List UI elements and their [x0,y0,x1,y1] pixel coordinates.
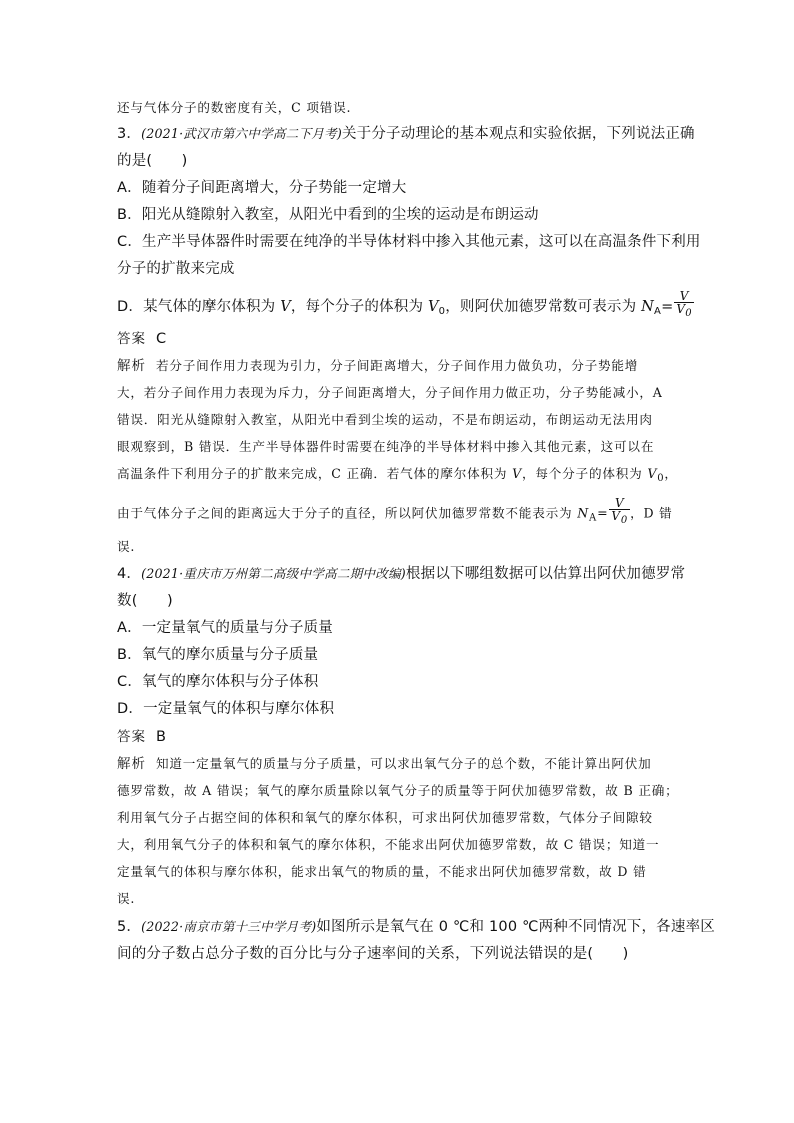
option-c: C．生产半导体器件时需要在纯净的半导体材料中掺入其他元素，这可以在高温条件下利用 [117,234,701,250]
math-na: N [577,505,590,521]
answer-value: B [156,729,167,745]
option-c: C．氧气的摩尔体积与分子体积 [117,674,319,690]
fraction-numerator: V [674,290,693,303]
equals-sign: = [661,299,674,315]
math-fraction [674,290,693,320]
analysis-label: 解析 [117,358,146,374]
option-d-text: ，则阿伏加德罗常数可表示为 [445,299,642,315]
text-line: 错误．阳光从缝隙射入教室，从阳光中看到尘埃的运动，不是布朗运动，布朗运动无法用肉 [117,412,653,427]
analysis-text: 知道一定量氧气的质量与分子质量，可以求出氧气分子的总个数，不能计算出阿伏加 [156,756,652,771]
text-line: 眼观察到，B 错误．生产半导体器件时需要在纯净的半导体材料中掺入其他元素，这可以在 [117,439,655,454]
text-line: 间的分子数占总分子数的百分比与分子速率间的关系，下列说法错误的是( ) [117,946,629,962]
text-line [117,462,678,488]
question-source: (2021·重庆市万州第二高级中学高二期中改编) [141,566,406,581]
math-v: V [280,299,291,315]
question-number: 5． [117,919,142,935]
option-d-text: ，每个分子的体积为 [290,299,428,315]
fraction-denominator: $V_0$ [611,509,629,526]
text-line [117,496,673,526]
math-v0: V [647,466,658,481]
question-source: (2022·南京市第十三中学月考) [141,919,317,934]
math-na: N [641,299,655,315]
analysis-text: 由于气体分子之间的距离远大于分子的直径，所以阿伏加德罗常数不能表示为 [117,505,578,521]
math-v: V [512,466,522,481]
answer-value: C [156,331,167,347]
text-line: 大，若分子间作用力表现为斥力，分子间距离增大，分子间作用力做正功，分子势能减小，A [117,385,663,400]
question-stem: 根据以下哪组数据可以估算出阿伏加德罗常 [405,566,686,582]
text-line: 大，利用氧气分子的体积和氧气的摩尔体积，不能求出阿伏加德罗常数，故 C 错误；知道一 [117,837,660,852]
answer-line [117,327,166,353]
answer-label: 答案 [117,729,146,745]
fraction-numerator: V [609,497,630,510]
option-b: B．阳光从缝隙射入教室，从阳光中看到的尘埃的运动是布朗运动 [117,207,539,223]
option-b: B．氧气的摩尔质量与分子质量 [117,647,319,663]
question-source: (2021·武汉市第六中学高二下月考) [141,126,342,141]
text-line: 利用氧气分子占据空间的体积和氧气的摩尔体积，可求出阿伏加德罗常数，气体分子间隙较 [117,810,653,825]
question-number: 4． [117,566,142,582]
answer-line [117,725,166,751]
comma: ， [664,466,678,481]
text-line: 德罗常数，故 A 错误；氧气的摩尔质量除以氧气分子的质量等于阿伏加德罗常数，故 B 正确； [117,783,679,798]
math-subscript: 0 [438,306,446,317]
analysis-label: 解析 [117,756,146,772]
text-line: 数( ) [117,593,173,609]
option-a: A．一定量氧气的质量与分子质量 [117,620,333,636]
math-subscript: 0 [657,473,665,484]
question-number: 3． [117,126,142,142]
text-line: 的是( ) [117,153,188,169]
math-v0: V [427,299,439,315]
text-line: 误. [117,891,136,906]
analysis-line [117,752,652,778]
fraction-denominator: $V_0$ [676,302,692,319]
text-line: 还与气体分子的数密度有关，C 项错误. [117,100,352,115]
question-3-heading [117,122,695,148]
analysis-text: ，每个分子的体积为 [521,466,648,481]
answer-label: 答案 [117,331,146,347]
equals-sign: = [597,505,609,521]
question-5-heading [117,915,715,941]
question-stem: 关于分子动理论的基本观点和实验依据，下列说法正确 [341,126,695,142]
option-d [117,289,694,319]
analysis-text: ，D 错 [630,505,673,521]
math-subscript: A [654,306,662,317]
question-4-heading [117,562,685,588]
analysis-line [117,354,638,380]
analysis-text: 若分子间作用力表现为引力，分子间距离增大，分子间作用力做负功，分子势能增 [156,358,639,373]
text-line: 误. [117,539,136,554]
question-stem: 如图所示是氧气在 0 ℃和 100 ℃两种不同情况下，各速率区 [316,919,715,935]
option-a: A．随着分子间距离增大，分子势能一定增大 [117,180,407,196]
math-fraction [609,497,630,527]
math-subscript: A [589,512,598,524]
analysis-text: 高温条件下利用分子的扩散来完成，C 正确．若气体的摩尔体积为 [117,466,513,481]
option-d-text: D．某气体的摩尔体积为 [117,299,281,315]
option-d: D．一定量氧气的体积与摩尔体积 [117,701,335,717]
text-line: 定量氧气的体积与摩尔体积，能求出氧气的物质的量，不能求出阿伏加德罗常数，故 D 错 [117,864,647,879]
text-line: 分子的扩散来完成 [117,261,235,277]
